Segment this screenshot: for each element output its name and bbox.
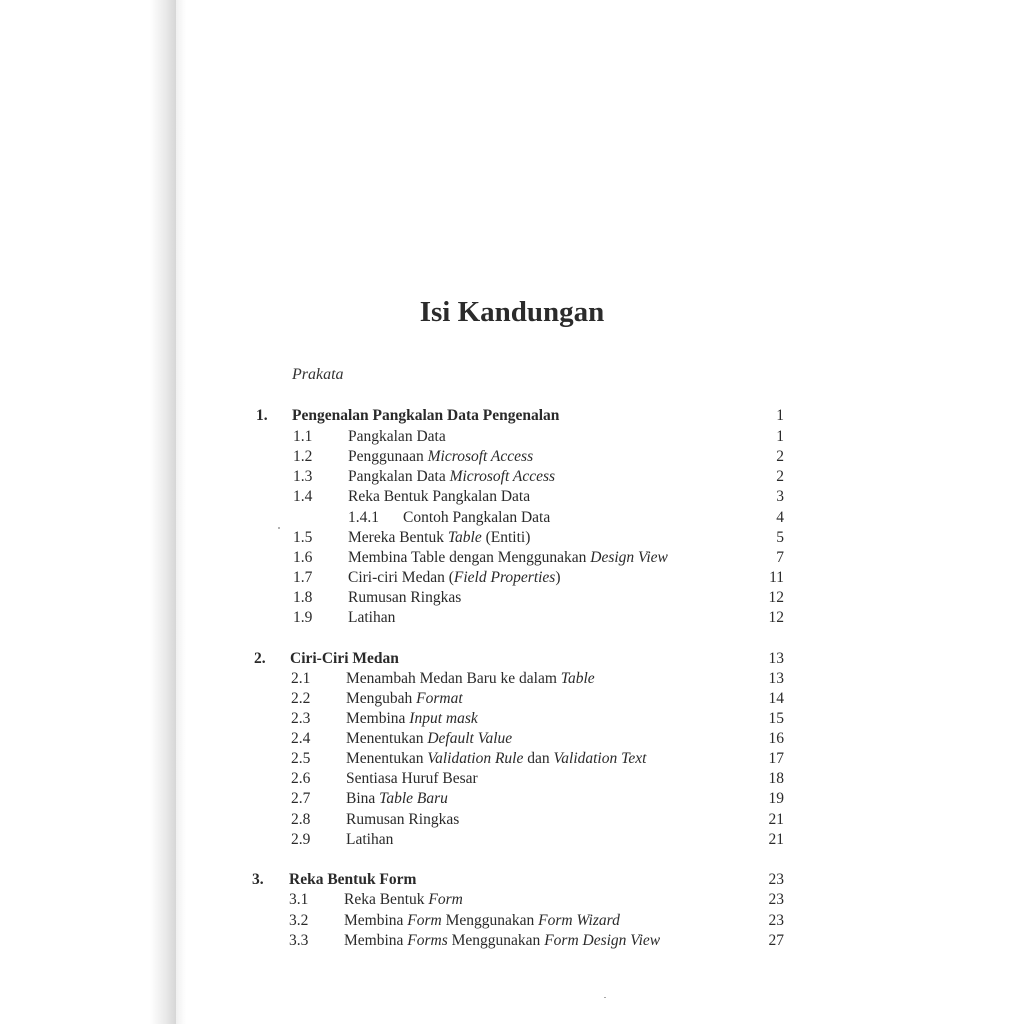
entry-number: 1.7 <box>293 569 313 586</box>
entry-title: Menentukan Default Value <box>346 730 513 747</box>
entry-title: Membina Forms Menggunakan Form Design View <box>344 932 661 949</box>
toc-entry-1-3 <box>0 467 1024 487</box>
entry-number: 1.4 <box>293 488 313 505</box>
page-number: 12 <box>768 589 784 606</box>
toc-entry-2-4 <box>0 729 1024 749</box>
toc-entry-1-5 <box>0 528 1024 548</box>
toc-entry-1-8 <box>0 588 1024 608</box>
toc-entry-2-3 <box>0 709 1024 729</box>
page-number: 15 <box>768 710 784 727</box>
toc-chapter-1 <box>0 406 1024 426</box>
entry-number: 1.6 <box>293 549 313 566</box>
page-number: 14 <box>768 690 784 707</box>
chapter-number: 1. <box>256 407 268 424</box>
toc-entry-1-6 <box>0 548 1024 568</box>
page-number: 4 <box>776 509 784 526</box>
entry-title: Latihan <box>348 609 396 626</box>
page-title: Isi Kandungan <box>419 296 605 328</box>
entry-title: Ciri-ciri Medan (Field Properties) <box>348 569 561 586</box>
entry-title: Reka Bentuk Form <box>344 891 463 908</box>
entry-title: Pangkalan Data Microsoft Access <box>348 468 556 485</box>
toc-entry-1-1 <box>0 427 1024 447</box>
page-number: 7 <box>776 549 784 566</box>
entry-title: Mengubah Format <box>346 690 463 707</box>
toc-chapter-2 <box>0 649 1024 669</box>
entry-number: 2.1 <box>291 670 311 687</box>
chapter-number: 2. <box>254 650 266 667</box>
entry-title: Menentukan Validation Rule dan Validation Text <box>346 750 647 767</box>
page-number: 17 <box>768 750 784 767</box>
page-number: 23 <box>768 891 784 908</box>
entry-number: 2.7 <box>291 790 311 807</box>
toc-preface: Prakata <box>292 366 344 383</box>
entry-number: 2.3 <box>291 710 311 727</box>
entry-number: 3.2 <box>289 912 309 929</box>
entry-number: 1.8 <box>293 589 313 606</box>
page-number: 21 <box>768 831 784 848</box>
entry-title: Pangkalan Data <box>348 428 446 445</box>
entry-title: Membina Table dengan Menggunakan Design View <box>348 549 668 566</box>
entry-number: 2.9 <box>291 831 311 848</box>
entry-title: Reka Bentuk Pangkalan Data <box>348 488 531 505</box>
entry-number: 3.1 <box>289 891 309 908</box>
entry-number: 1.5 <box>293 529 313 546</box>
entry-number: 2.2 <box>291 690 311 707</box>
page-number: 1 <box>776 428 784 445</box>
toc-chapter-3 <box>0 870 1024 890</box>
entry-title: Membina Input mask <box>346 710 478 727</box>
toc-entry-1-7 <box>0 568 1024 588</box>
entry-title: Rumusan Ringkas <box>346 811 460 828</box>
entry-number: 2.6 <box>291 770 311 787</box>
page-number: 21 <box>768 811 784 828</box>
entry-number: 1.4.1 <box>348 509 379 526</box>
page-number: 23 <box>768 871 784 888</box>
toc-entry-1-4-1 <box>0 508 1024 528</box>
page-number: 16 <box>768 730 784 747</box>
page-number: 11 <box>769 569 784 586</box>
page-number: 23 <box>768 912 784 929</box>
chapter-title: Ciri-Ciri Medan <box>290 650 399 667</box>
entry-title: Rumusan Ringkas <box>348 589 462 606</box>
toc-entry-2-5 <box>0 749 1024 769</box>
page-number: 13 <box>768 650 784 667</box>
page-number: 12 <box>768 609 784 626</box>
toc-entry-2-9 <box>0 830 1024 850</box>
toc-entry-2-2 <box>0 689 1024 709</box>
entry-number: 1.2 <box>293 448 313 465</box>
toc-entry-1-9 <box>0 608 1024 628</box>
page-number: 13 <box>768 670 784 687</box>
chapter-title: Reka Bentuk Form <box>289 871 417 888</box>
page-number: 5 <box>776 529 784 546</box>
page-number: 2 <box>776 468 784 485</box>
entry-title: Latihan <box>346 831 394 848</box>
entry-title: Menambah Medan Baru ke dalam Table <box>346 670 595 687</box>
toc-entry-3-1 <box>0 890 1024 910</box>
toc-entry-1-2 <box>0 447 1024 467</box>
chapter-title: Pengenalan Pangkalan Data Pengenalan <box>292 407 560 424</box>
toc-entry-3-2 <box>0 911 1024 931</box>
entry-title: Penggunaan Microsoft Access <box>348 448 534 465</box>
page-number: 3 <box>776 488 784 505</box>
page-number: 2 <box>776 448 784 465</box>
entry-number: 3.3 <box>289 932 309 949</box>
entry-title: Bina Table Baru <box>346 790 448 807</box>
entry-number: 2.5 <box>291 750 311 767</box>
toc-entry-3-3 <box>0 931 1024 951</box>
entry-number: 1.9 <box>293 609 313 626</box>
page-number: 1 <box>776 407 784 424</box>
toc-entry-1-4 <box>0 487 1024 507</box>
toc-entry-2-8 <box>0 810 1024 830</box>
entry-number: 1.1 <box>293 428 313 445</box>
entry-number: 2.4 <box>291 730 311 747</box>
entry-title: Membina Form Menggunakan Form Wizard <box>344 912 620 929</box>
page-number: 18 <box>768 770 784 787</box>
entry-title: Sentiasa Huruf Besar <box>346 770 478 787</box>
page-number: 27 <box>768 932 784 949</box>
entry-number: 2.8 <box>291 811 311 828</box>
entry-title: Contoh Pangkalan Data <box>403 509 551 526</box>
toc-entry-2-1 <box>0 669 1024 689</box>
toc-entry-2-7 <box>0 789 1024 809</box>
toc-entry-2-6 <box>0 769 1024 789</box>
chapter-number: 3. <box>252 871 264 888</box>
entry-number: 1.3 <box>293 468 313 485</box>
scan-speck <box>604 997 606 998</box>
page-number: 19 <box>768 790 784 807</box>
entry-title: Mereka Bentuk Table (Entiti) <box>348 529 531 546</box>
